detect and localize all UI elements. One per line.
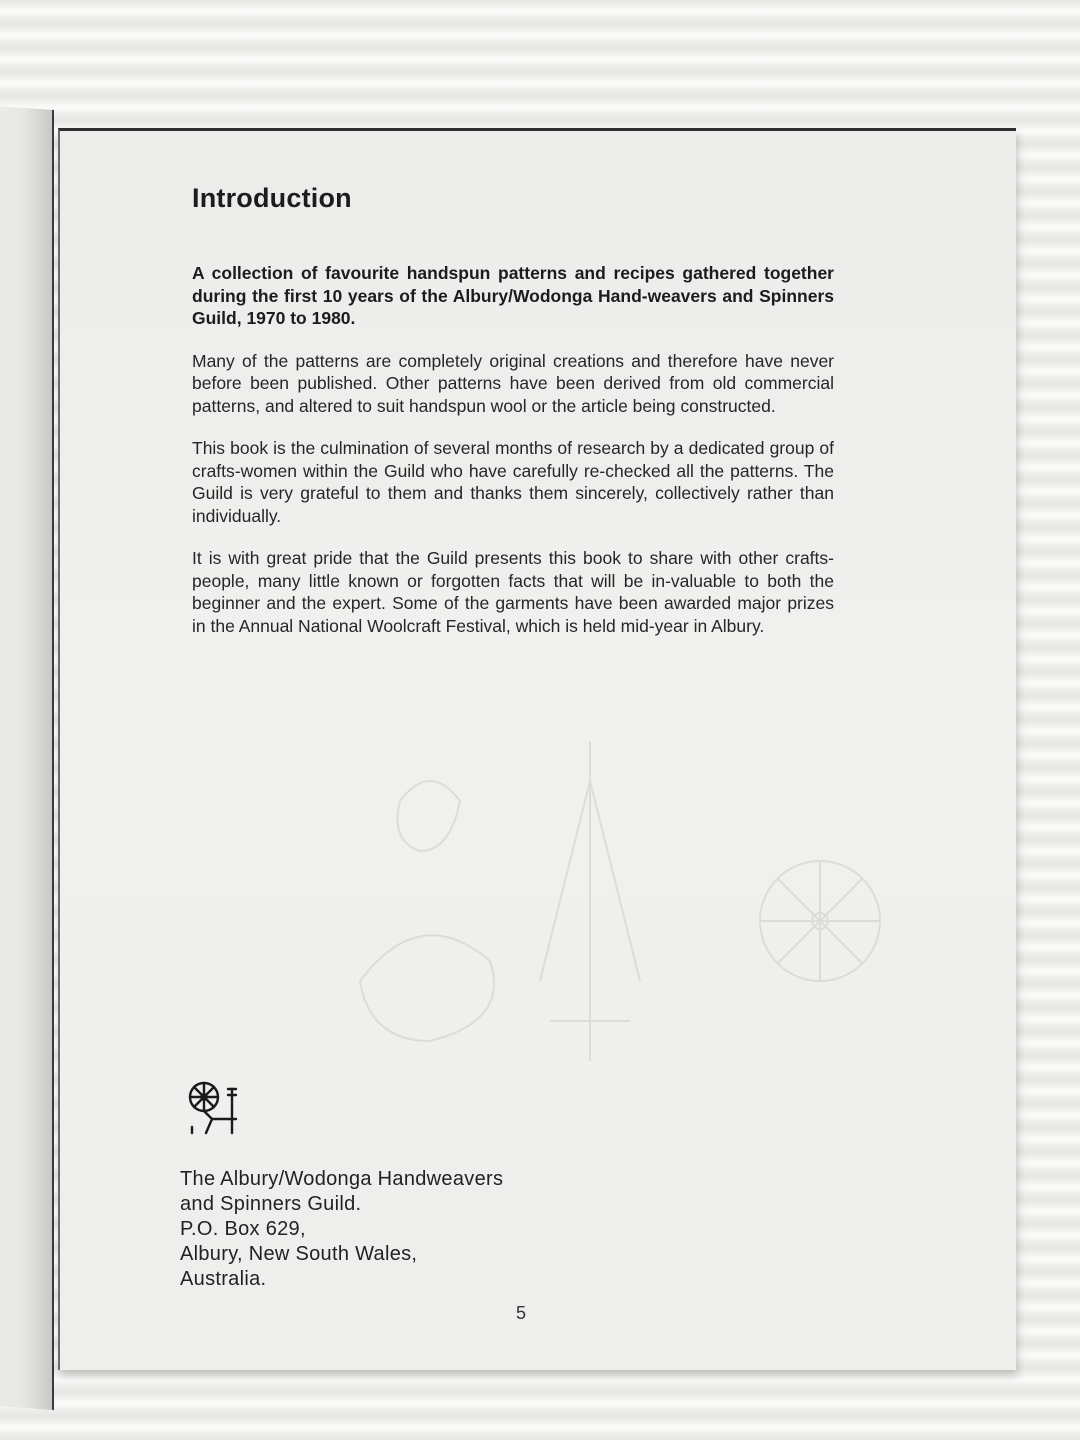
body-paragraph-2: This book is the culmination of several months of research by a dedicated group of crafts-women within the Guild who have carefully re-checked all the patterns. The Guild is very grateful to them and thanks them sincerely, collectively rather than individually. — [192, 438, 834, 526]
address-line-2: and Spinners Guild. — [180, 1193, 362, 1215]
body-paragraph-3: It is with great pride that the Guild presents this book to share with other crafts-people, many little known or forgotten facts that will be in-valuable to both the beginner and the expert. Some of the garments have been awarded major prizes in the Annual National Woolcraft Festival, which is held mid-year in Albury. — [192, 548, 834, 636]
spinning-wheel-icon — [184, 1075, 242, 1137]
address-line-3: P.O. Box 629, — [180, 1218, 306, 1240]
page-title: Introduction — [192, 183, 352, 213]
document-page — [58, 128, 1016, 1370]
show-through-illustration — [340, 721, 900, 1081]
page-number: 5 — [516, 1303, 527, 1323]
introduction-section — [192, 183, 834, 657]
address-line-5: Australia. — [180, 1268, 267, 1290]
address-line-1: The Albury/Wodonga Handweavers — [180, 1168, 504, 1190]
guild-address-block — [180, 1075, 503, 1292]
facing-page-edge — [0, 103, 54, 1410]
address-line-4: Albury, New South Wales, — [180, 1243, 418, 1265]
body-paragraph-1: Many of the patterns are completely original creations and therefore have never before been published. Other patterns have been derived from old commercial patterns, and altered to suit handspun wool or the article being constructed. — [192, 350, 834, 416]
lead-paragraph: A collection of favourite handspun patterns and recipes gathered together during the first 10 years of the Albury/Wodonga Hand-weavers and Spinners Guild, 1970 to 1980. — [192, 263, 834, 328]
